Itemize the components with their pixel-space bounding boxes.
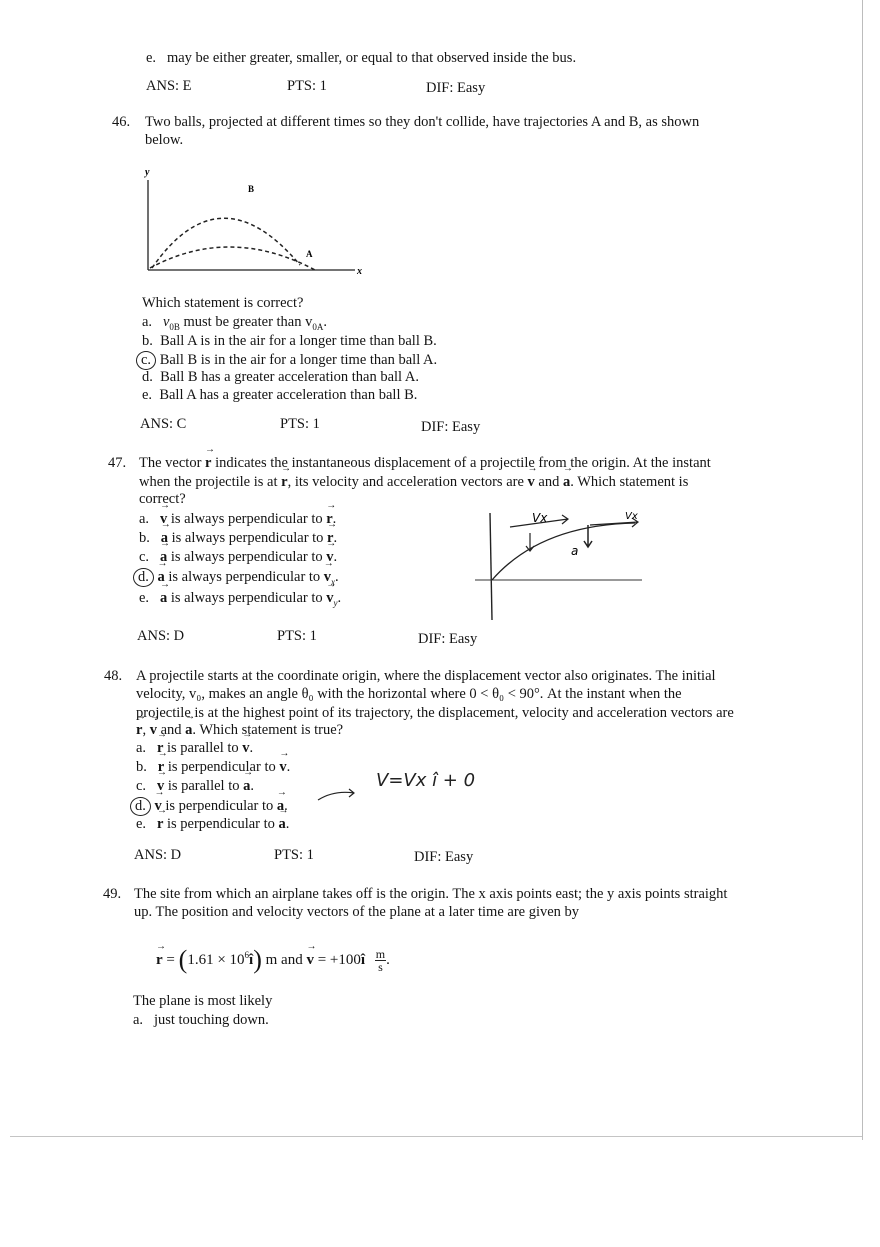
sketch-a-arrow-1 (526, 533, 534, 551)
handwritten-arrow-path (318, 789, 354, 800)
stem-text: . Which statement is true? (192, 722, 344, 738)
vector-a: → a (185, 722, 192, 739)
q46-option-b (142, 333, 437, 350)
q48-dif: DIF: Easy (414, 849, 474, 865)
q45-pts: PTS: 1 (287, 78, 327, 94)
option-letter: e. (139, 590, 150, 606)
option-text: Ball B has a greater acceleration than ball A. (160, 369, 420, 385)
q46-ans: ANS: C (140, 416, 187, 432)
option-text: Ball B is in the air for a longer time than ball A. (159, 352, 438, 368)
page-bottom-rule (10, 1136, 862, 1137)
option-text: . (332, 511, 337, 527)
option-text: is always perpendicular to (168, 530, 328, 546)
figure-y-label: y (145, 167, 150, 178)
stem-text: and (156, 722, 186, 738)
trajectory-figure (140, 160, 370, 280)
stem-text: indicates the instantaneous displacement of a projectile from the origin. At the instant (211, 455, 711, 471)
option-vector: → v (157, 778, 164, 795)
q49-equation: → $r = (1.61 \times 10^6î)$ m and → v = +100î $\frac{m}{s}$ . (156, 945, 390, 975)
option-text: Ball A is in the air for a longer time than ball B. (160, 333, 437, 349)
equation-text: m and (261, 952, 307, 968)
equation-exponent: 6 (244, 950, 250, 960)
q46-option-d (142, 369, 419, 386)
option-text: is always perpendicular to (164, 569, 324, 585)
option-subscript: y (333, 597, 338, 608)
option-letter: c. (139, 549, 150, 565)
q46-pts: PTS: 1 (280, 416, 320, 432)
option-vector: → a (161, 530, 168, 547)
option-letter: b. (136, 759, 147, 775)
option-vector: → r (158, 759, 164, 776)
option-text: is perpendicular to (164, 759, 280, 775)
figure-label-b: B (248, 184, 255, 194)
option-subscript: x (331, 576, 336, 587)
sketch-vx-label-1: Vx (532, 511, 548, 525)
option-text: . (249, 740, 254, 756)
q48-stem-line-1: A projectile starts at the coordinate origin, where the displacement vector also originates. The initial (136, 668, 716, 684)
left-paren: ( (178, 945, 188, 974)
figure-x-label: x (357, 266, 362, 277)
option-vector: → a (158, 569, 165, 586)
q47-number: 47. (108, 455, 127, 471)
option-text: just touching down. (153, 1012, 269, 1028)
q46-dif: DIF: Easy (421, 419, 481, 435)
circled-answer-mark: d. (130, 797, 151, 816)
handwritten-trajectory-sketch (470, 505, 655, 623)
sketch-a-label: a (571, 544, 579, 558)
q49-stem-line-2: up. The position and velocity vectors of the plane at a later time are given by (134, 904, 580, 920)
right-paren: ) (253, 945, 262, 974)
q47-dif: DIF: Easy (418, 631, 478, 647)
sketch-vx-label-2: Vx (625, 511, 638, 522)
option-letter: a. (142, 314, 153, 330)
option-text: . (333, 530, 338, 546)
option-vector: → v (326, 549, 333, 566)
q49-stem-line-1: The site from which an airplane takes off is the origin. The x axis points east; the y axis points straight (134, 886, 728, 902)
equation-text: = +100 (313, 952, 361, 968)
q45-option-e (146, 50, 576, 67)
option-subscript: 0B (169, 321, 180, 332)
q45-ans: ANS: E (146, 78, 192, 94)
q47-option-c (139, 549, 337, 566)
option-text-part: must be greater than v (179, 314, 313, 330)
q46-question: Which statement is correct? (142, 295, 304, 311)
option-text: . (333, 549, 338, 565)
option-letter: b. (139, 530, 150, 546)
option-vector: → v (242, 740, 249, 757)
vector-r: → r (136, 722, 142, 739)
stem-text: The vector (139, 455, 206, 471)
q47-stem-line-2 (139, 474, 688, 491)
vector-a: → a (563, 474, 570, 491)
option-vector: → r (326, 511, 332, 528)
option-letter: e. (136, 816, 147, 832)
vector-v: → v (150, 722, 157, 739)
option-vector: → r (157, 740, 163, 757)
stem-text: when the projectile is at (139, 474, 282, 490)
option-text: is parallel to (164, 778, 244, 794)
sketch-trajectory (492, 523, 635, 580)
sketch-y-axis (490, 513, 492, 620)
option-text: . (250, 778, 254, 794)
option-vector: → a (279, 816, 286, 833)
q46-stem-line-2: below. (145, 132, 184, 148)
option-vector: → v (326, 590, 333, 607)
q46-number: 46. (112, 114, 131, 130)
option-vector: → v (279, 759, 286, 776)
q48-number: 48. (104, 668, 123, 684)
option-text: is perpendicular to (163, 816, 279, 832)
option-text: . (285, 816, 290, 832)
option-text: is always perpendicular to (167, 549, 327, 565)
option-vector: → v (324, 569, 331, 586)
option-letter: a. (139, 511, 150, 527)
option-text: is parallel to (163, 740, 243, 756)
option-text: . (335, 569, 339, 585)
unit-fraction (375, 948, 386, 973)
equation-text: 1.61 × 10 (187, 952, 245, 968)
q46-option-a (142, 314, 327, 332)
handwritten-velocity-note: V=Vx î + 0 (376, 770, 476, 791)
option-vector: → r (327, 530, 333, 547)
option-letter: a. (136, 740, 147, 756)
option-text: . (284, 798, 288, 814)
q46-option-e (142, 387, 417, 404)
q49-option-a (133, 1012, 269, 1029)
q47-pts: PTS: 1 (277, 628, 317, 644)
option-vector: → a (277, 798, 284, 815)
vector-r: → r (156, 952, 163, 969)
q48-stem-line-2: velocity, v₀, makes an angle θ₀ with the horizontal where 0 < θ₀ < 90°. At the instant when the (136, 686, 682, 702)
equation-text: = (162, 952, 179, 968)
option-vector: → v (160, 511, 167, 528)
option-letter: e. (142, 387, 153, 403)
unit-vector-i: î (360, 952, 366, 968)
option-text-part: v (162, 314, 170, 330)
circled-answer-mark: d. (133, 568, 154, 587)
trajectory-b (152, 218, 300, 268)
q46-stem-line-1: Two balls, projected at different times so they don't collide, have trajectories A and B, as shown (145, 114, 700, 130)
fraction-denominator: s (378, 960, 383, 975)
option-text-part: . (323, 314, 327, 330)
q48-pts: PTS: 1 (274, 847, 314, 863)
q48-stem-line-3: projectile is at the highest point of its trajectory, the displacement, velocity and acceleration vectors are (136, 705, 734, 721)
stem-text: and (534, 474, 563, 490)
option-vector: → r (157, 816, 163, 833)
trajectory-a (150, 247, 315, 270)
vector-v: → v (528, 474, 535, 491)
option-text: is always perpendicular to (167, 511, 327, 527)
stem-text: . Which statement is (570, 474, 689, 490)
option-letter: c. (136, 778, 147, 794)
stem-text: , its velocity and acceleration vectors are (287, 474, 528, 490)
option-subscript: 0A (312, 321, 324, 332)
vector-v: → v (306, 952, 314, 969)
option-text: . (337, 590, 342, 606)
option-vector: → a (160, 549, 167, 566)
option-letter: d. (142, 369, 153, 385)
option-text: may be either greater, smaller, or equal to that observed inside the bus. (166, 50, 577, 66)
vector-r: → r (281, 474, 287, 491)
q47-ans: ANS: D (137, 628, 185, 644)
q48-option-a (136, 740, 253, 757)
q45-dif: DIF: Easy (426, 80, 486, 96)
q49-question: The plane is most likely (133, 993, 273, 1009)
stem-text: , (142, 722, 150, 738)
q47-stem-line-1 (139, 455, 711, 472)
figure-label-a: A (306, 249, 313, 259)
option-text: . (286, 759, 291, 775)
q48-ans: ANS: D (134, 847, 182, 863)
option-text: is always perpendicular to (167, 590, 327, 606)
option-letter: e. (146, 50, 157, 66)
handwritten-arrow (316, 786, 360, 804)
q46-option-c (142, 351, 437, 370)
q47-stem-line-3: correct? (139, 491, 186, 507)
unit-vector-i: î (249, 952, 254, 968)
circled-answer-mark: c. (136, 351, 156, 370)
option-vector: → a (243, 778, 250, 795)
option-text: is perpendicular to (161, 798, 277, 814)
option-letter: b. (142, 333, 153, 349)
option-letter: a. (133, 1012, 144, 1028)
q48-option-e (136, 816, 289, 833)
page-edge-line (862, 0, 863, 1140)
q48-stem-line-4 (136, 722, 343, 739)
q47-option-e (139, 590, 341, 608)
option-vector: → v (155, 798, 162, 815)
option-vector: → a (160, 590, 167, 607)
q49-number: 49. (103, 886, 122, 902)
vector-r: → r (205, 455, 211, 472)
option-text: Ball A has a greater acceleration than ball B. (159, 387, 418, 403)
fraction-numerator: m (375, 947, 386, 962)
